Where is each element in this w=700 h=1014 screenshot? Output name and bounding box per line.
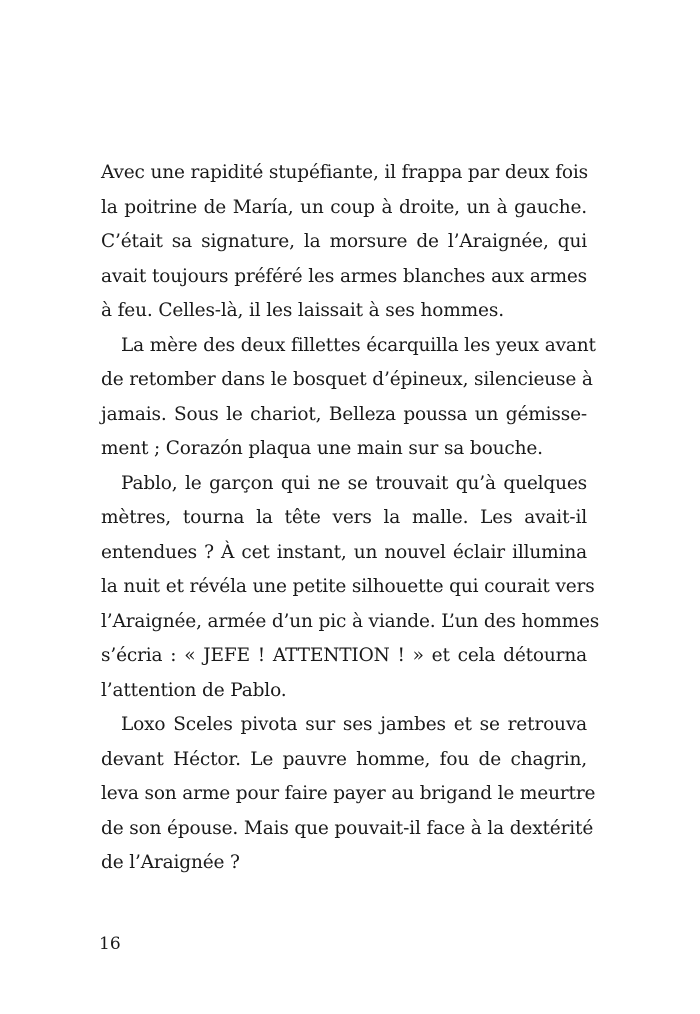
text-line: de l’Araignée ? [101, 852, 240, 873]
text-line: Pablo, le garçon qui ne se trouvait qu’à quelques [121, 472, 587, 494]
text-line: l’attention de Pablo. [101, 679, 287, 701]
text-line: de son épouse. Mais que pouvait-il face à la dextérité [101, 817, 594, 839]
text-line: C’était sa signature, la morsure de l’Araignée, qui [101, 231, 587, 252]
text-line: l’Araignée, armée d’un pic à viande. L’un des hommes [101, 610, 600, 632]
text-line: Avec une rapidité stupéfiante, il frappa par deux fois [101, 162, 588, 183]
text-line: la poitrine de María, un coup à droite, un à gauche. [101, 196, 587, 218]
text-line: entendues ? À cet instant, un nouvel éclair illumina [101, 541, 587, 563]
text-line: de retomber dans le bosquet d’épineux, silencieuse à [101, 369, 593, 390]
body-text [101, 156, 600, 881]
text-line: devant Héctor. Le pauvre homme, fou de chagrin, [101, 748, 587, 770]
text-line: ment ; Corazón plaqua une main sur sa bouche. [101, 438, 543, 459]
text-line: la nuit et révéla une petite silhouette qui courait vers [101, 576, 595, 597]
text-line: La mère des deux fillettes écarquilla les yeux avant [121, 334, 596, 356]
text-line: à feu. Celles-là, il les laissait à ses hommes. [101, 300, 504, 321]
text-line: leva son arme pour faire payer au brigand le meurtre [101, 783, 596, 804]
text-line: avait toujours préféré les armes blanches aux armes [101, 265, 587, 287]
text-line: Loxo Sceles pivota sur ses jambes et se retrouva [121, 714, 587, 735]
text-line: mètres, tourna la tête vers la malle. Les avait-il [101, 507, 587, 528]
page-number: 16 [99, 934, 121, 954]
text-line: s’écria : « JEFE ! ATTENTION ! » et cela détourna [101, 645, 587, 666]
text-line: jamais. Sous le chariot, Belleza poussa un gémisse- [101, 403, 587, 425]
